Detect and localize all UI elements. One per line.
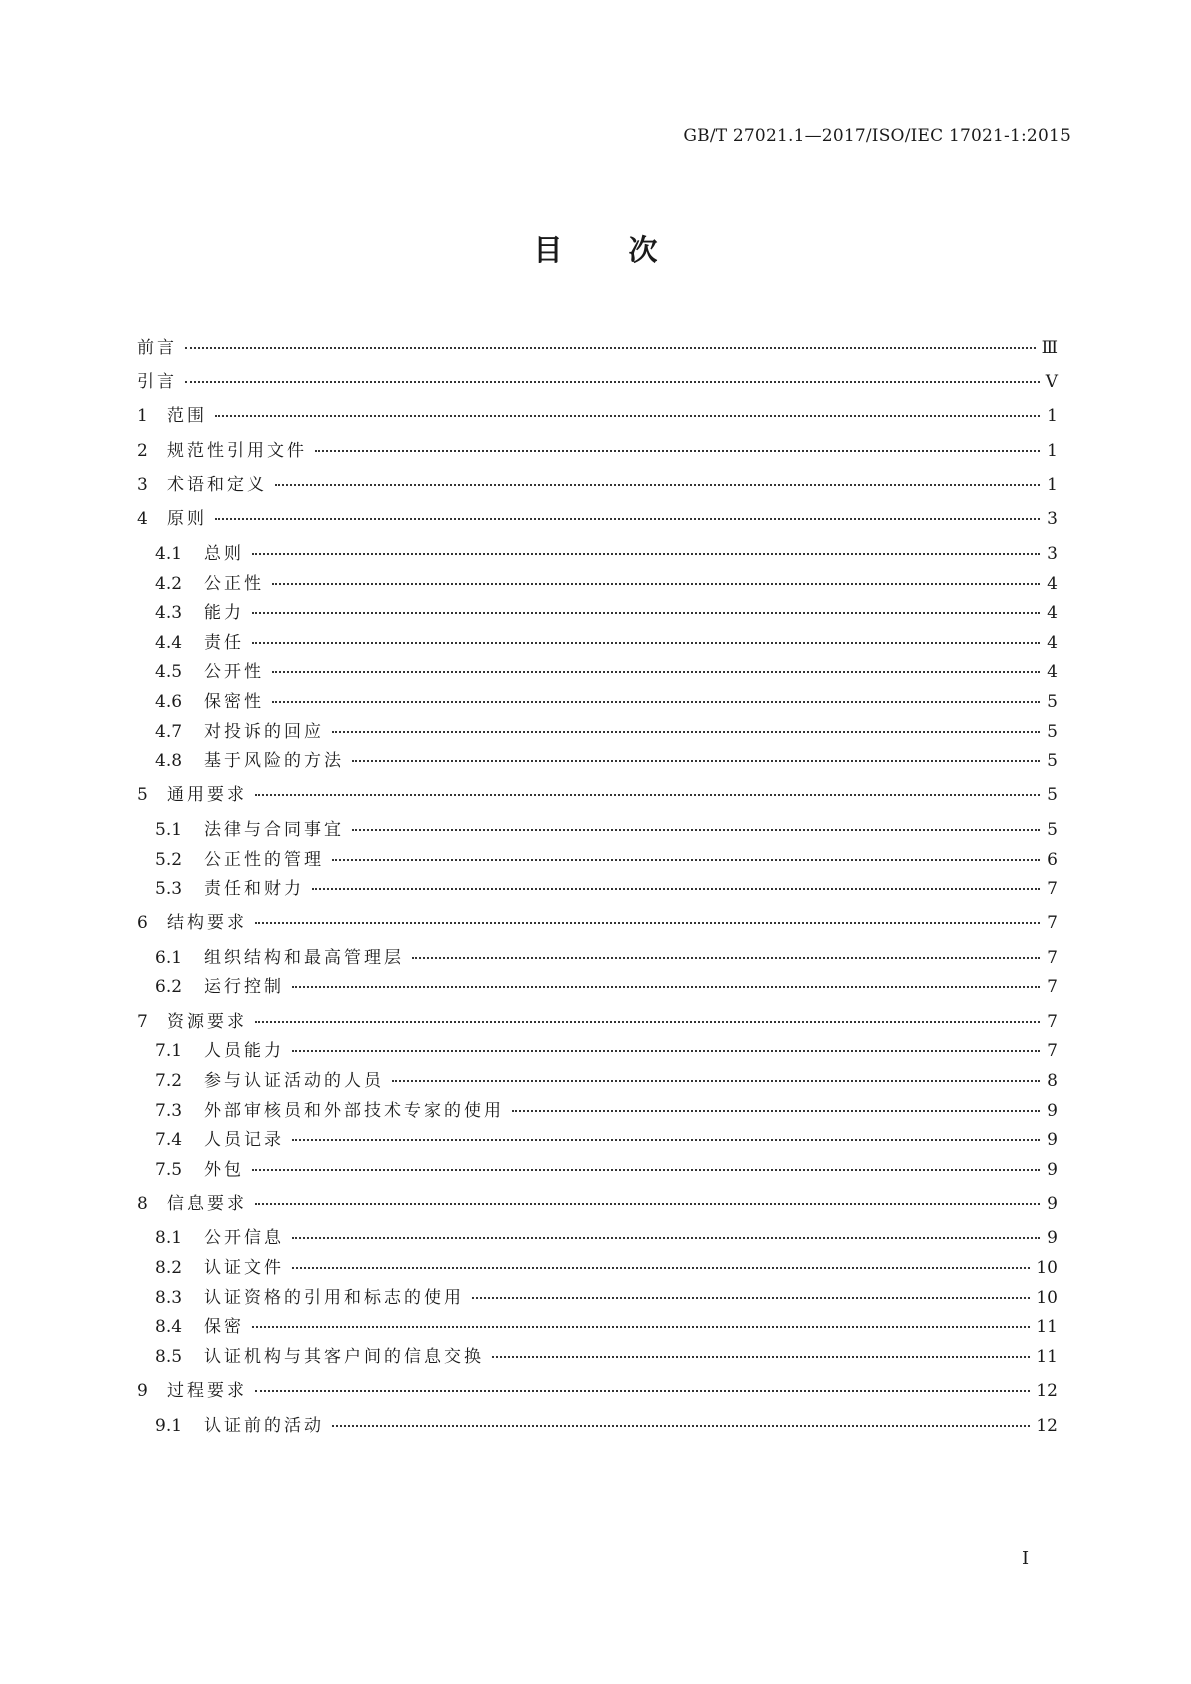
toc-dot-leader [252, 553, 1040, 555]
toc-entry-page: 10 [1036, 1288, 1058, 1308]
toc-entry-page: 7 [1047, 913, 1058, 933]
toc-entry-label: 认证文件 [204, 1258, 284, 1278]
toc-entry[interactable] [155, 1096, 1058, 1122]
toc-entry-number: 7.3 [155, 1101, 183, 1121]
toc-entry-page: 10 [1036, 1258, 1058, 1278]
toc-entry[interactable] [137, 401, 1058, 427]
toc-entry[interactable] [155, 1125, 1058, 1151]
toc-entry-page: 4 [1047, 603, 1058, 623]
toc-entry[interactable] [155, 1312, 1058, 1338]
toc-entry-number: 8.4 [155, 1317, 183, 1337]
toc-entry-page: 7 [1047, 1012, 1058, 1032]
toc-entry-page: 5 [1047, 692, 1058, 712]
toc-dot-leader [185, 347, 1036, 349]
toc-entry[interactable] [155, 1342, 1058, 1368]
toc-entry[interactable] [155, 687, 1058, 713]
toc-entry[interactable] [137, 470, 1058, 496]
toc-dot-leader [392, 1080, 1040, 1082]
toc-entry-label: 外部审核员和外部技术专家的使用 [204, 1101, 504, 1121]
toc-dot-leader [492, 1356, 1030, 1358]
toc-dot-leader [275, 484, 1040, 486]
toc-entry-label: 人员能力 [204, 1041, 284, 1061]
toc-dot-leader [312, 888, 1040, 890]
toc-dot-leader [272, 583, 1040, 585]
toc-entry[interactable] [137, 1376, 1058, 1402]
toc-entry-label: 信息要求 [167, 1194, 247, 1214]
toc-entry[interactable] [155, 1036, 1058, 1062]
toc-entry-page: 1 [1047, 441, 1058, 461]
toc-dot-leader [412, 957, 1040, 959]
toc-entry-label: 法律与合同事宜 [204, 820, 344, 840]
toc-entry[interactable] [155, 717, 1058, 743]
toc-entry[interactable] [155, 569, 1058, 595]
toc-entry-label: 人员记录 [204, 1130, 284, 1150]
toc-entry-page: 7 [1047, 879, 1058, 899]
toc-entry-label: 认证机构与其客户间的信息交换 [204, 1347, 484, 1367]
toc-entry-page: Ⅲ [1041, 338, 1058, 358]
toc-dot-leader [255, 1390, 1030, 1392]
toc-dot-leader [255, 794, 1040, 796]
toc-entry-number: 4.2 [155, 574, 183, 594]
toc-entry-number: 7.2 [155, 1071, 183, 1091]
toc-entry-number: 2 [137, 441, 148, 461]
toc-entry-label: 公开信息 [204, 1228, 284, 1248]
toc-entry-label: 术语和定义 [167, 475, 267, 495]
toc-entry-page: 11 [1036, 1317, 1058, 1337]
toc-entry-label: 公正性 [204, 574, 264, 594]
toc-dot-leader [292, 1267, 1030, 1269]
toc-dot-leader [332, 731, 1040, 733]
toc-dot-leader [272, 701, 1040, 703]
toc-entry-label: 公开性 [204, 662, 264, 682]
toc-dot-leader [352, 760, 1040, 762]
toc-entry-label: 范围 [167, 406, 207, 426]
toc-dot-leader [292, 1050, 1040, 1052]
toc-entry-number: 8.1 [155, 1228, 183, 1248]
toc-dot-leader [332, 1425, 1030, 1427]
toc-dot-leader [215, 518, 1040, 520]
toc-entry-page: 3 [1047, 544, 1058, 564]
toc-dot-leader [472, 1297, 1030, 1299]
toc-entry-number: 7.5 [155, 1160, 183, 1180]
toc-entry-number: 4.1 [155, 544, 183, 564]
toc-entry-number: 5 [137, 785, 148, 805]
toc-entry-label: 公正性的管理 [204, 850, 324, 870]
toc-entry-label: 组织结构和最高管理层 [204, 948, 404, 968]
toc-entry-page: 7 [1047, 1041, 1058, 1061]
toc-entry[interactable] [155, 943, 1058, 969]
toc-entry-page: 8 [1047, 1071, 1058, 1091]
toc-entry-page: 6 [1047, 850, 1058, 870]
toc-dot-leader [252, 612, 1040, 614]
toc-entry-number: 5.2 [155, 850, 183, 870]
toc-dot-leader [252, 1169, 1040, 1171]
toc-entry[interactable] [155, 628, 1058, 654]
toc-entry-label: 运行控制 [204, 977, 284, 997]
toc-entry-page: 9 [1047, 1228, 1058, 1248]
toc-entry-label: 过程要求 [167, 1381, 247, 1401]
toc-dot-leader [252, 1326, 1030, 1328]
toc-entry-number: 4 [137, 509, 148, 529]
toc-entry-page: Ⅴ [1045, 372, 1058, 392]
toc-entry[interactable] [155, 746, 1058, 772]
toc-entry-page: 1 [1047, 475, 1058, 495]
toc-entry-label: 规范性引用文件 [167, 441, 307, 461]
toc-entry[interactable] [137, 367, 1058, 393]
toc-entry-label: 外包 [204, 1160, 244, 1180]
toc-entry[interactable] [155, 539, 1058, 565]
toc-entry[interactable] [137, 1007, 1058, 1033]
toc-entry-number: 4.8 [155, 751, 183, 771]
toc-dot-leader [292, 1139, 1040, 1141]
toc-entry-label: 通用要求 [167, 785, 247, 805]
toc-entry-page: 12 [1036, 1381, 1058, 1401]
toc-entry-label: 结构要求 [167, 913, 247, 933]
toc-entry-number: 8 [137, 1194, 148, 1214]
toc-entry-label: 总则 [204, 544, 244, 564]
toc-dot-leader [292, 1237, 1040, 1239]
toc-title: 目 次 [533, 233, 658, 267]
toc-entry[interactable] [155, 815, 1058, 841]
toc-entry-number: 3 [137, 475, 148, 495]
toc-dot-leader [255, 1021, 1040, 1023]
toc-dot-leader [292, 986, 1040, 988]
toc-entry-number: 5.3 [155, 879, 183, 899]
page-number: I [1022, 1548, 1030, 1569]
toc-entry-number: 4.4 [155, 633, 183, 653]
toc-entry-number: 8.3 [155, 1288, 183, 1308]
toc-entry-number: 8.5 [155, 1347, 183, 1367]
toc-dot-leader [315, 450, 1040, 452]
toc-entry[interactable] [155, 1411, 1058, 1437]
toc-entry-label: 参与认证活动的人员 [204, 1071, 384, 1091]
toc-dot-leader [185, 381, 1040, 383]
toc-entry[interactable] [137, 1189, 1058, 1215]
toc-entry[interactable] [137, 780, 1058, 806]
toc-entry-page: 9 [1047, 1160, 1058, 1180]
toc-entry-label: 认证资格的引用和标志的使用 [204, 1288, 464, 1308]
toc-entry-number: 4.3 [155, 603, 183, 623]
toc-entry[interactable] [137, 908, 1058, 934]
toc-entry-number: 4.7 [155, 722, 183, 742]
toc-entry-page: 1 [1047, 406, 1058, 426]
toc-dot-leader [255, 1203, 1040, 1205]
toc-entry-page: 4 [1047, 662, 1058, 682]
toc-entry-page: 11 [1036, 1347, 1058, 1367]
toc-entry-number: 9 [137, 1381, 148, 1401]
toc-entry[interactable] [155, 1155, 1058, 1181]
toc-dot-leader [255, 922, 1040, 924]
toc-entry-number: 6.2 [155, 977, 183, 997]
standard-code: GB/T 27021.1—2017/ISO/IEC 17021-1:2015 [683, 126, 1071, 146]
toc-entry-page: 5 [1047, 820, 1058, 840]
toc-dot-leader [252, 642, 1040, 644]
toc-dot-leader [512, 1110, 1040, 1112]
toc-entry-page: 9 [1047, 1194, 1058, 1214]
toc-entry-number: 7 [137, 1012, 148, 1032]
toc-entry[interactable] [155, 1253, 1058, 1279]
toc-entry[interactable] [137, 333, 1058, 359]
toc-entry-number: 8.2 [155, 1258, 183, 1278]
toc-entry-page: 4 [1047, 633, 1058, 653]
toc-entry[interactable] [155, 1223, 1058, 1249]
toc-entry-page: 5 [1047, 785, 1058, 805]
toc-entry-label: 对投诉的回应 [204, 722, 324, 742]
toc-entry-label: 认证前的活动 [204, 1416, 324, 1436]
toc-entry-number: 1 [137, 406, 148, 426]
toc-entry[interactable] [155, 874, 1058, 900]
toc-entry[interactable] [155, 845, 1058, 871]
toc-entry[interactable] [155, 1066, 1058, 1092]
toc-entry-page: 12 [1036, 1416, 1058, 1436]
toc-dot-leader [332, 859, 1040, 861]
toc-entry[interactable] [155, 1283, 1058, 1309]
toc-entry-page: 9 [1047, 1130, 1058, 1150]
toc-entry[interactable] [137, 504, 1058, 530]
toc-entry-page: 9 [1047, 1101, 1058, 1121]
toc-entry-label: 引言 [137, 372, 177, 392]
toc-entry-label: 责任和财力 [204, 879, 304, 899]
toc-entry-number: 4.5 [155, 662, 183, 682]
toc-entry[interactable] [155, 657, 1058, 683]
toc-dot-leader [215, 415, 1040, 417]
toc-entry-page: 7 [1047, 977, 1058, 997]
toc-entry-page: 4 [1047, 574, 1058, 594]
toc-entry-page: 7 [1047, 948, 1058, 968]
toc-entry[interactable] [137, 436, 1058, 462]
toc-dot-leader [272, 671, 1040, 673]
toc-entry-number: 6.1 [155, 948, 183, 968]
toc-entry-label: 保密性 [204, 692, 264, 712]
toc-entry-number: 7.4 [155, 1130, 183, 1150]
toc-entry-number: 6 [137, 913, 148, 933]
toc-entry-page: 3 [1047, 509, 1058, 529]
toc-entry-label: 资源要求 [167, 1012, 247, 1032]
toc-entry-number: 9.1 [155, 1416, 183, 1436]
toc-entry[interactable] [155, 598, 1058, 624]
toc-entry-label: 基于风险的方法 [204, 751, 344, 771]
toc-entry-number: 7.1 [155, 1041, 183, 1061]
toc-entry-label: 前言 [137, 338, 177, 358]
toc-entry-number: 5.1 [155, 820, 183, 840]
toc-entry-label: 能力 [204, 603, 244, 623]
toc-entry-number: 4.6 [155, 692, 183, 712]
toc-entry-label: 保密 [204, 1317, 244, 1337]
toc-entry-page: 5 [1047, 751, 1058, 771]
toc-dot-leader [352, 829, 1040, 831]
toc-entry-label: 原则 [167, 509, 207, 529]
toc-entry-label: 责任 [204, 633, 244, 653]
toc-entry-page: 5 [1047, 722, 1058, 742]
toc-entry[interactable] [155, 972, 1058, 998]
